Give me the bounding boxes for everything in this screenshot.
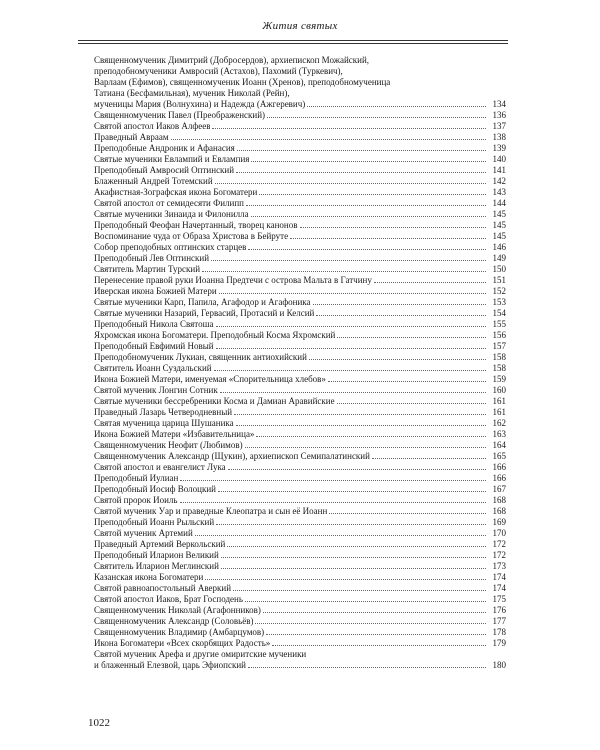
toc-page-number: 162 (492, 418, 506, 428)
toc-leader-dots (236, 172, 486, 173)
toc-page-number: 136 (492, 110, 506, 120)
toc-leader-dots (307, 106, 486, 107)
toc-entry (94, 396, 506, 407)
toc-entry (94, 176, 506, 187)
toc-entry-title: Татиана (Бесфамильная), мученик Николай (Рейн), (94, 88, 290, 98)
toc-page-number: 155 (492, 319, 506, 329)
toc-page-number: 158 (492, 352, 506, 362)
toc-entry-title: Святой апостол от семидесяти Филипп (94, 198, 244, 208)
toc-entry (94, 440, 506, 451)
toc-entry (94, 264, 506, 275)
toc-leader-dots (263, 612, 486, 613)
toc-page-number: 177 (492, 616, 506, 626)
toc-page-number: 172 (492, 550, 506, 560)
toc-entry-title: Святые мученики бессребреники Косма и Дамиан Аравийские (94, 396, 335, 406)
toc-entry-title: Перенесение правой руки Иоанна Предтечи с острова Мальта в Гатчину (94, 275, 372, 285)
toc-leader-dots (255, 623, 486, 624)
toc-entry-title: Преподобный Евфимий Новый (94, 341, 214, 351)
toc-entry-line (94, 374, 506, 385)
toc-page-number: 176 (492, 605, 506, 615)
toc-entry-line (94, 550, 506, 561)
toc-entry-line (94, 187, 506, 198)
toc-entry-title: Преподобный Иулиан (94, 473, 179, 483)
toc-entry-title: Иверская икона Божией Матери (94, 286, 217, 296)
toc-entry (94, 55, 506, 110)
toc-leader-dots (214, 370, 486, 371)
toc-page-number: 145 (492, 220, 506, 230)
toc-page-number: 157 (492, 341, 506, 351)
toc-leader-dots (180, 480, 486, 481)
toc-entry-line (94, 341, 506, 352)
toc-entry-line (94, 484, 506, 495)
toc-page-number: 137 (492, 121, 506, 131)
toc-entry-title: Воспоминание чуда от Образа Христова в Бейруте (94, 231, 289, 241)
toc-entry (94, 363, 506, 374)
toc-leader-dots (337, 403, 486, 404)
toc-leader-dots (212, 128, 486, 129)
toc-page-number: 140 (492, 154, 506, 164)
toc-leader-dots (300, 227, 486, 228)
toc-entry-title: Преподобный Лев Оптинский (94, 253, 210, 263)
toc-leader-dots (216, 524, 486, 525)
toc-entry (94, 374, 506, 385)
toc-entry-line (94, 231, 506, 242)
toc-entry (94, 286, 506, 297)
toc-leader-dots (374, 282, 486, 283)
toc-entry-title: Святые мученики Назарий, Гервасий, Протасий и Келсий (94, 308, 315, 318)
toc-entry-title: Икона Божией Матери, именуемая «Спорительница хлебов» (94, 374, 326, 384)
toc-entry-line (94, 275, 506, 286)
toc-entry (94, 407, 506, 418)
toc-entry-title: Святитель Иларион Меглинский (94, 561, 219, 571)
toc-entry-title: Праведный Авраам (94, 132, 169, 142)
header-rule-upper (78, 40, 508, 41)
toc-entry (94, 429, 506, 440)
toc-entry (94, 220, 506, 231)
toc-entry-title: Святой мученик Уар и праведные Клеопатра и сын её Иоанн (94, 506, 328, 516)
toc-entry-title: Священномученик Димитрий (Добросердов), архиепископ Можайский, (94, 55, 370, 65)
toc-entry (94, 572, 506, 583)
toc-entry-line (94, 385, 506, 396)
toc-page-number: 165 (492, 451, 506, 461)
toc-entry-line (94, 407, 506, 418)
toc-entry-line (94, 242, 506, 253)
toc-page-number: 173 (492, 561, 506, 571)
toc-entry-line (94, 220, 506, 231)
toc-entry (94, 352, 506, 363)
toc-entry (94, 253, 506, 264)
toc-entry-line (94, 363, 506, 374)
toc-entry-line (94, 154, 506, 165)
toc-entry-line (94, 462, 506, 473)
toc-entry-line (94, 561, 506, 572)
toc-page-number: 154 (492, 308, 506, 318)
toc-page-number: 159 (492, 374, 506, 384)
table-of-contents (94, 55, 506, 671)
toc-entry (94, 330, 506, 341)
toc-entry (94, 517, 506, 528)
toc-leader-dots (220, 392, 486, 393)
toc-entry (94, 594, 506, 605)
toc-page-number: 175 (492, 594, 506, 604)
toc-page-number: 153 (492, 297, 506, 307)
toc-page-number: 166 (492, 473, 506, 483)
toc-entry-title: Священномученик Неофит (Любимов) (94, 440, 243, 450)
toc-leader-dots (228, 469, 486, 470)
toc-entry (94, 418, 506, 429)
toc-page-number: 158 (492, 363, 506, 373)
toc-page-number: 146 (492, 242, 506, 252)
toc-entry (94, 495, 506, 506)
toc-entry (94, 627, 506, 638)
running-title: Жития святых (262, 20, 338, 32)
toc-entry (94, 209, 506, 220)
toc-entry-line (94, 440, 506, 451)
toc-leader-dots (251, 216, 486, 217)
toc-entry-title: Святые мученики Евлампий и Евлампия (94, 154, 250, 164)
toc-entry (94, 198, 506, 209)
toc-leader-dots (171, 139, 486, 140)
toc-page-number: 145 (492, 209, 506, 219)
toc-entry-title: Праведный Лазарь Четверодневный (94, 407, 233, 417)
toc-leader-dots (218, 491, 486, 492)
toc-entry-title: Икона Богоматери «Всех скорбящих Радость» (94, 638, 271, 648)
toc-page-number: 170 (492, 528, 506, 538)
toc-leader-dots (233, 590, 486, 591)
toc-entry (94, 605, 506, 616)
toc-leader-dots (245, 601, 486, 602)
toc-leader-dots (215, 183, 486, 184)
toc-entry-title: Преподобный Иларион Великий (94, 550, 219, 560)
toc-page-number: 164 (492, 440, 506, 450)
toc-entry (94, 539, 506, 550)
toc-entry-line (94, 297, 506, 308)
toc-entry-line (94, 352, 506, 363)
toc-entry-line (94, 198, 506, 209)
toc-leader-dots (245, 447, 486, 448)
toc-entry (94, 110, 506, 121)
toc-entry-title: Святой мученик Арефа и другие омиритские мученики (94, 649, 307, 659)
toc-entry-line (94, 55, 506, 66)
toc-entry-title: Казанская икона Богоматери (94, 572, 204, 582)
toc-leader-dots (216, 326, 486, 327)
toc-leader-dots (272, 645, 486, 646)
toc-page-number: 142 (492, 176, 506, 186)
toc-entry-line (94, 506, 506, 517)
toc-entry-title: Святитель Иоанн Суздальский (94, 363, 212, 373)
toc-entry-title: Акафистная-Зографская икона Богоматери (94, 187, 258, 197)
toc-entry (94, 297, 506, 308)
toc-entry (94, 143, 506, 154)
toc-leader-dots (237, 150, 486, 151)
toc-entry (94, 561, 506, 572)
toc-page-number: 143 (492, 187, 506, 197)
toc-entry (94, 187, 506, 198)
toc-page-number: 144 (492, 198, 506, 208)
toc-entry-title: и блаженный Елезвой, царь Эфиопский (94, 660, 246, 670)
toc-entry-line (94, 319, 506, 330)
toc-leader-dots (248, 249, 486, 250)
toc-entry (94, 385, 506, 396)
toc-entry-title: Священномученик Александр (Соловьёв) (94, 616, 254, 626)
toc-leader-dots (313, 304, 486, 305)
toc-entry-title: Святые мученики Карп, Папила, Агафодор и Агафоника (94, 297, 311, 307)
toc-entry-line (94, 209, 506, 220)
toc-page-number: 134 (492, 99, 506, 109)
toc-leader-dots (328, 381, 486, 382)
toc-entry-title: Священномученик Александр (Щукин), архиепископ Семипалатинский (94, 451, 370, 461)
toc-entry-title: Варлаам (Ефимов), священномученик Иоанн (Хренов), преподобномученица (94, 77, 391, 87)
toc-page-number: 138 (492, 132, 506, 142)
page-number: 1022 (88, 717, 110, 729)
toc-entry (94, 528, 506, 539)
toc-page-number: 179 (492, 638, 506, 648)
toc-page-number: 168 (492, 495, 506, 505)
toc-entry (94, 462, 506, 473)
toc-entry-title: Святой апостол и евангелист Лука (94, 462, 226, 472)
toc-entry-title: Священномученик Владимир (Амбарцумов) (94, 627, 265, 637)
toc-leader-dots (251, 161, 486, 162)
toc-page-number: 145 (492, 231, 506, 241)
toc-leader-dots (234, 414, 486, 415)
toc-entry-line (94, 77, 506, 88)
toc-leader-dots (266, 634, 486, 635)
toc-entry-title: преподобномученики Амвросий (Астахов), Пахомий (Туркевич), (94, 66, 343, 76)
toc-entry-title: Преподобные Андроник и Афанасия (94, 143, 235, 153)
toc-leader-dots (216, 348, 486, 349)
toc-entry-line (94, 110, 506, 121)
toc-page-number: 139 (492, 143, 506, 153)
toc-entry-title: Святой пророк Иоиль (94, 495, 178, 505)
toc-entry (94, 319, 506, 330)
toc-entry-line (94, 495, 506, 506)
toc-entry-line (94, 396, 506, 407)
toc-leader-dots (329, 513, 486, 514)
toc-entry-line (94, 66, 506, 77)
toc-leader-dots (256, 436, 486, 437)
toc-entry-title: Праведный Артемий Веркольский (94, 539, 226, 549)
toc-leader-dots (219, 293, 486, 294)
toc-entry-title: Святые мученики Зинаида и Филонилла (94, 209, 249, 219)
toc-entry-line (94, 616, 506, 627)
toc-entry (94, 550, 506, 561)
toc-entry (94, 154, 506, 165)
toc-entry-line (94, 330, 506, 341)
toc-leader-dots (205, 579, 486, 580)
toc-entry (94, 341, 506, 352)
toc-entry (94, 451, 506, 462)
toc-entry-line (94, 539, 506, 550)
toc-leader-dots (195, 535, 486, 536)
toc-entry (94, 121, 506, 132)
toc-entry-line (94, 517, 506, 528)
toc-entry-title: Икона Божией Матери «Избавительница» (94, 429, 255, 439)
toc-entry-line (94, 429, 506, 440)
toc-entry-line (94, 451, 506, 462)
toc-leader-dots (309, 359, 486, 360)
toc-page-number: 168 (492, 506, 506, 516)
toc-entry-line (94, 572, 506, 583)
toc-leader-dots (227, 546, 486, 547)
toc-leader-dots (372, 458, 486, 459)
toc-page-number: 151 (492, 275, 506, 285)
toc-entry-title: Преподобный Амвросий Оптинский (94, 165, 235, 175)
toc-entry-title: Святой мученик Артемий (94, 528, 193, 538)
toc-leader-dots (202, 271, 486, 272)
toc-leader-dots (267, 117, 486, 118)
toc-entry-title: Священномученик Николай (Агафонников) (94, 605, 261, 615)
toc-leader-dots (180, 502, 486, 503)
toc-page-number: 169 (492, 517, 506, 527)
toc-entry-title: Преподобномученик Лукиан, священник антиохийский (94, 352, 307, 362)
toc-entry (94, 583, 506, 594)
toc-entry-title: Преподобный Феофан Начертанный, творец канонов (94, 220, 298, 230)
toc-page-number: 166 (492, 462, 506, 472)
toc-page-number: 149 (492, 253, 506, 263)
toc-entry-line (94, 627, 506, 638)
toc-entry-line (94, 528, 506, 539)
toc-entry-line (94, 308, 506, 319)
toc-page-number: 163 (492, 429, 506, 439)
toc-entry-line (94, 88, 506, 99)
toc-entry-title: Святой мученик Лонгин Сотник (94, 385, 218, 395)
toc-page-number: 167 (492, 484, 506, 494)
toc-page-number: 161 (492, 396, 506, 406)
toc-entry-line (94, 583, 506, 594)
toc-entry-title: Преподобный Никола Святоша (94, 319, 214, 329)
toc-entry (94, 275, 506, 286)
toc-entry (94, 649, 506, 671)
toc-leader-dots (211, 260, 486, 261)
toc-entry (94, 473, 506, 484)
toc-page-number: 152 (492, 286, 506, 296)
toc-entry-line (94, 649, 506, 660)
toc-entry-line (94, 660, 506, 671)
toc-entry-title: Святой апостол Иаков Алфеев (94, 121, 211, 131)
toc-entry-title: Яхромская икона Богоматери. Преподобный Косма Яхромский (94, 330, 336, 340)
toc-leader-dots (337, 337, 486, 338)
toc-entry-line (94, 132, 506, 143)
toc-page-number: 174 (492, 583, 506, 593)
header-rule-lower (78, 43, 508, 44)
toc-entry-line (94, 143, 506, 154)
toc-entry-line (94, 638, 506, 649)
toc-page-number: 150 (492, 264, 506, 274)
toc-leader-dots (316, 315, 486, 316)
toc-leader-dots (221, 557, 486, 558)
toc-entry-line (94, 253, 506, 264)
toc-page-number: 161 (492, 407, 506, 417)
toc-leader-dots (246, 205, 486, 206)
toc-entry-title: Священномученик Павел (Преображенский) (94, 110, 266, 120)
toc-entry (94, 132, 506, 143)
toc-entry-line (94, 99, 506, 110)
toc-entry-line (94, 165, 506, 176)
toc-entry (94, 165, 506, 176)
toc-entry (94, 638, 506, 649)
toc-entry-title: Блаженный Андрей Тотемский (94, 176, 213, 186)
toc-entry-line (94, 121, 506, 132)
toc-page-number: 156 (492, 330, 506, 340)
toc-entry-title: Преподобный Иосиф Волоцкий (94, 484, 216, 494)
toc-entry (94, 484, 506, 495)
toc-entry-line (94, 594, 506, 605)
toc-page-number: 172 (492, 539, 506, 549)
toc-leader-dots (290, 238, 486, 239)
toc-entry-title: Собор преподобных оптинских старцев (94, 242, 247, 252)
toc-leader-dots (221, 568, 486, 569)
toc-entry-title: Святой апостол Иаков, Брат Господень (94, 594, 243, 604)
toc-page-number: 141 (492, 165, 506, 175)
toc-entry-title: Святитель Мартин Турский (94, 264, 201, 274)
toc-entry-line (94, 418, 506, 429)
toc-page-number: 178 (492, 627, 506, 637)
toc-entry-line (94, 176, 506, 187)
toc-leader-dots (236, 425, 486, 426)
toc-leader-dots (259, 194, 486, 195)
toc-entry-line (94, 286, 506, 297)
toc-entry-title: Святой равноапостольный Аверкий (94, 583, 232, 593)
toc-entry (94, 616, 506, 627)
toc-entry-title: Святая мученица царица Шушаника (94, 418, 234, 428)
toc-entry (94, 242, 506, 253)
toc-page-number: 160 (492, 385, 506, 395)
toc-entry-line (94, 264, 506, 275)
toc-page-number: 180 (492, 660, 506, 670)
toc-leader-dots (248, 667, 486, 668)
toc-entry-line (94, 473, 506, 484)
toc-entry (94, 231, 506, 242)
toc-entry (94, 506, 506, 517)
toc-entry-title: Преподобный Иоанн Рыльский (94, 517, 215, 527)
toc-page-number: 174 (492, 572, 506, 582)
toc-entry-title: мученицы Мария (Волнухина) и Надежда (Ажгеревич) (94, 99, 306, 109)
toc-entry-line (94, 605, 506, 616)
toc-entry (94, 308, 506, 319)
